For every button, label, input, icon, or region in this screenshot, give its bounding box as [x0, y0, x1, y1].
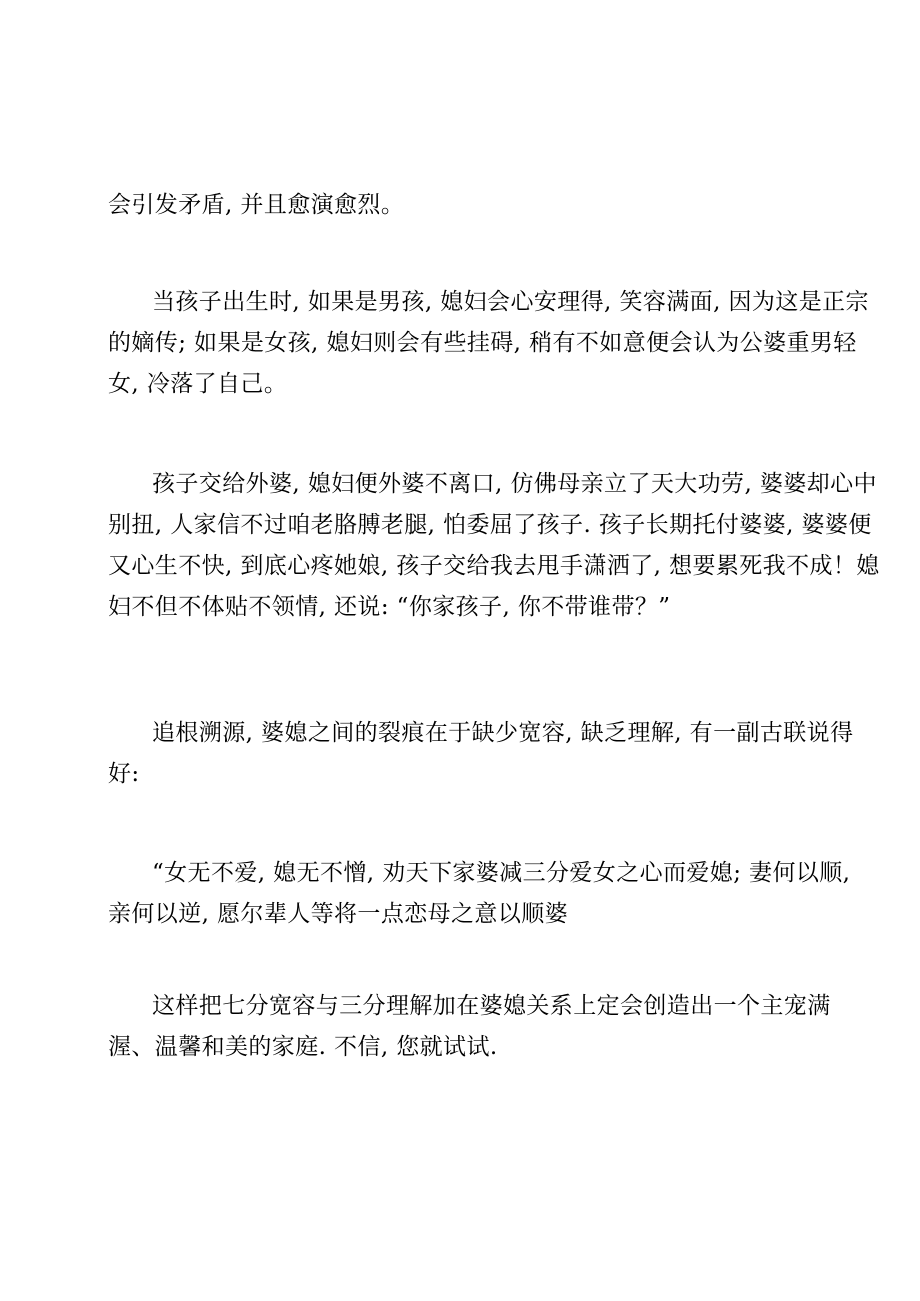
- paragraph-5: [108, 853, 851, 935]
- paragraph-line: 别扭, 人家信不过咱老胳膊老腿, 怕委屈了孩子. 孩子长期托付婆婆, 婆婆便: [108, 512, 872, 538]
- paragraph-2: [108, 282, 869, 405]
- paragraph-1: [108, 185, 828, 226]
- paragraph-line: 女, 冷落了自己。: [108, 371, 288, 397]
- paragraph-line: 好:: [108, 761, 140, 787]
- paragraph-line: 的嫡传; 如果是女孩, 媳妇则会有些挂碍, 稍有不如意便会认为公婆重男轻: [108, 330, 857, 356]
- paragraph-line: “女无不爱, 媳无不憎, 劝天下家婆减三分爱女之心而爱媳; 妻何以顺,: [152, 860, 851, 886]
- paragraph-6: [108, 986, 831, 1068]
- paragraph-line: 会引发矛盾, 并且愈演愈烈。: [108, 192, 405, 218]
- paragraph-line: 追根溯源, 婆媳之间的裂痕在于缺少宽容, 缺乏理解, 有一副古联说得: [152, 720, 854, 746]
- paragraph-line: 亲何以逆, 愿尔辈人等将一点恋母之意以顺婆: [108, 901, 569, 927]
- paragraph-4: [108, 713, 854, 795]
- paragraph-3: [108, 464, 880, 628]
- paragraph-line: 妇不但不体贴不领情, 还说: “你家孩子, 你不带谁带？”: [108, 594, 671, 620]
- paragraph-line: 孩子交给外婆, 媳妇便外婆不离口, 仿佛母亲立了天大功劳, 婆婆却心中: [152, 471, 877, 497]
- paragraph-line: 渥、温馨和美的家庭. 不信, 您就试试.: [108, 1034, 498, 1060]
- paragraph-line: 又心生不快, 到底心疼她娘, 孩子交给我去甩手潇洒了, 想要累死我不成！媳: [108, 553, 880, 579]
- paragraph-line: 当孩子出生时, 如果是男孩, 媳妇会心安理得, 笑容满面, 因为这是正宗: [152, 289, 869, 315]
- paragraph-line: 这样把七分宽容与三分理解加在婆媳关系上定会创造出一个主宠满: [152, 993, 831, 1019]
